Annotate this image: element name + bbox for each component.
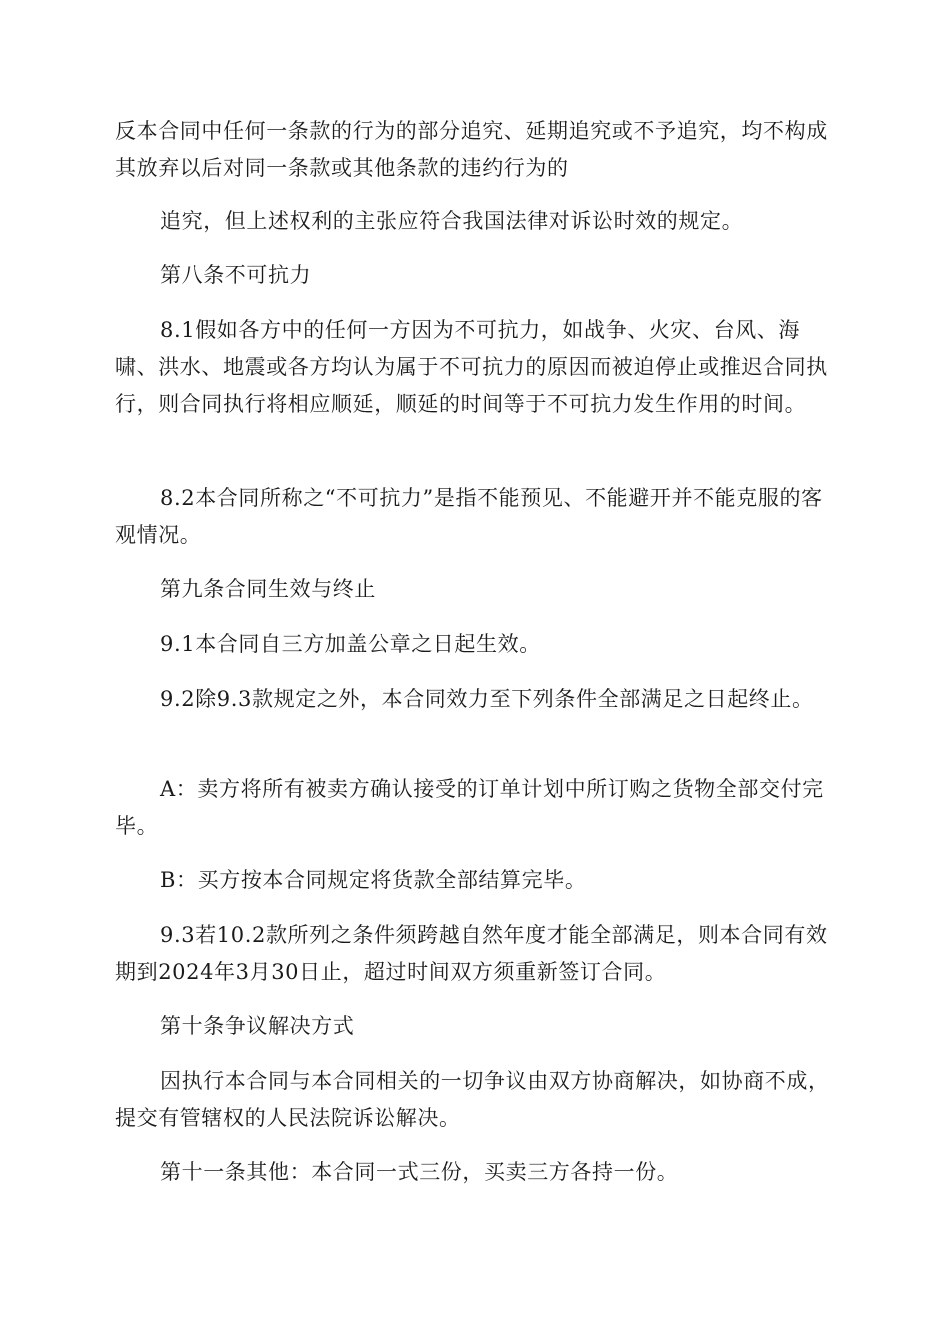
paragraph-9-2: 9.2除9.3款规定之外，本合同效力至下列条件全部满足之日起终止。 xyxy=(160,687,814,711)
paragraph-8-2: 8.2本合同所称之“不可抗力”是指不能预见、不能避开并不能克服的客观情况。 xyxy=(115,486,823,547)
paragraph-9-3: 9.3若10.2款所列之条件须跨越自然年度才能全部满足，则本合同有效期到2024年3月30日止，超过时间双方须重新签订合同。 xyxy=(115,923,828,984)
paragraph-condition-a: A：卖方将所有被卖方确认接受的订单计划中所订购之货物全部交付完毕。 xyxy=(115,777,824,838)
paragraph-continuation: 反本合同中任何一条款的行为的部分追究、延期追究或不予追究，均不构成其放弃以后对同一条款或其他条款的违约行为的 xyxy=(115,119,828,180)
paragraph-statute-of-limitations: 追究，但上述权利的主张应符合我国法律对诉讼时效的规定。 xyxy=(160,209,744,233)
paragraph-9-1: 9.1本合同自三方加盖公章之日起生效。 xyxy=(160,632,541,656)
heading-article-10: 第十条争议解决方式 xyxy=(160,1014,355,1038)
paragraph-article-11: 第十一条其他：本合同一式三份，买卖三方各持一份。 xyxy=(160,1160,679,1184)
paragraph-8-1: 8.1假如各方中的任何一方因为不可抗力，如战争、火灾、台风、海啸、洪水、地震或各方均认为属于不可抗力的原因而被迫停止或推迟合同执行，则合同执行将相应顺延，顺延的时间等于不可抗力发生作用的时间。 xyxy=(115,318,828,416)
heading-article-8: 第八条不可抗力 xyxy=(160,263,312,287)
paragraph-condition-b: B：买方按本合同规定将货款全部结算完毕。 xyxy=(160,868,587,892)
heading-article-9: 第九条合同生效与终止 xyxy=(160,577,376,601)
paragraph-dispute-resolution: 因执行本合同与本合同相关的一切争议由双方协商解决，如协商不成，提交有管辖权的人民法院诉讼解决。 xyxy=(115,1069,830,1130)
